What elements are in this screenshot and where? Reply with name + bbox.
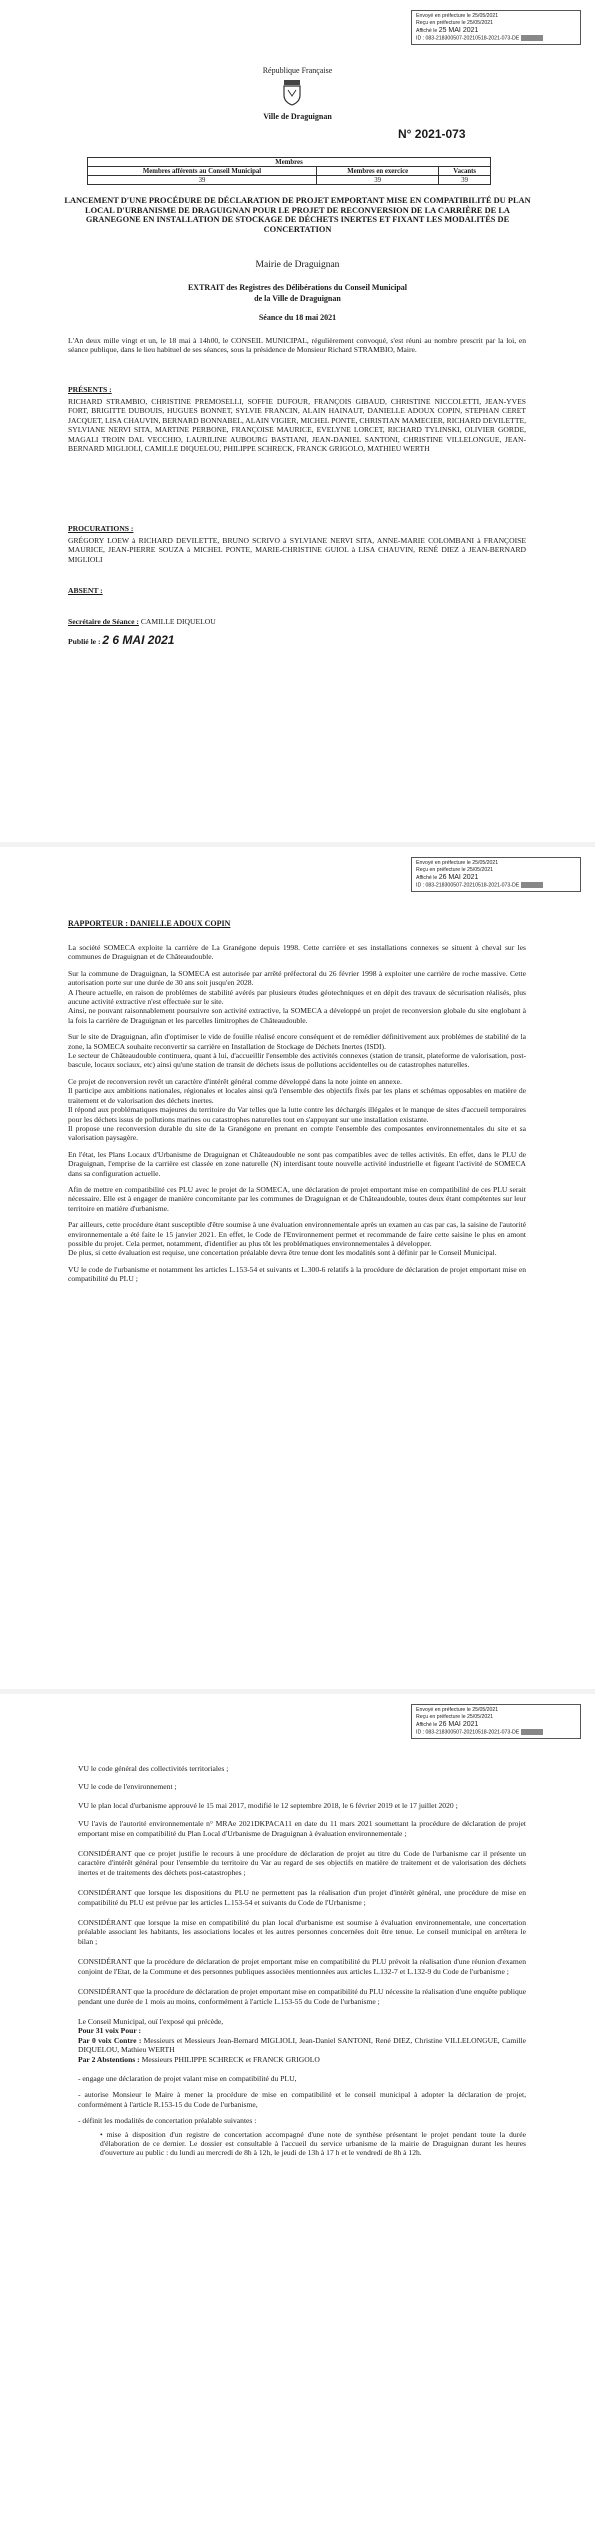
prefecture-stamp	[411, 1704, 581, 1739]
document-page-2	[0, 847, 595, 1689]
concertation-item: • mise à disposition d'un registre de concertation accompagné d'une note de synthèse présentant le projet pendant toute la durée d'élaboration de ce dernier. Le dossier est consultable à l'accueil du service urbanisme de la mairie de Draguignan durant les heures d'ouverture au public : du lundi au mercredi de 8h à 12h, le jeudi de 13h à 17 h et le vendredi de 8h à 12h.	[100, 2129, 526, 2158]
members-val-3: 39	[439, 176, 491, 185]
stamp-sent: Envoyé en préfecture le 25/05/2021	[416, 860, 499, 866]
document-page-3	[0, 1694, 595, 2536]
prefecture-stamp	[411, 10, 581, 45]
stamp-id-text: ID : 083-218300507-20210518-2021-073-DE	[416, 882, 520, 889]
stamp-id	[416, 35, 576, 42]
report-paragraph: Ce projet de reconversion revêt un caractère d'intérêt général comme développé dans la note jointe en annexe. Il participe aux ambitions nationales, régionales et locales ainsi qu'à l'ensemble des objectifs fixés par les plans et schémas opposables en matière de traitement et de valorisation des déchets inertes. Il répond aux problématiques majeures du territoire du Var telles que la lutte contre les déchargés illégales et le manque de sites d'accueil temporaires pour les déchets issus de pollutions marines ou catastrophes naturelles tout en s'appuyant sur une installation existante. Il propose une reconversion durable du site de la Granégone en prenant en compte l'ensemble des composantes environnementales du site et sa valorisation paysagère.	[68, 1076, 526, 1143]
town-header: Ville de Draguignan	[263, 112, 332, 121]
city-coat-of-arms-icon	[281, 78, 303, 106]
stamp-posted-label: Affiché le	[416, 28, 438, 34]
considerant-item: CONSIDÉRANT que lorsque la mise en compatibilité du plan local d'urbanisme est soumise à évaluation environnementale, une concertation préalable associant les habitants, les associations locales et les autres personnes concernées doit être tenue. Le conseil municipal en arrêtera le bilan ;	[78, 1918, 526, 1946]
members-col-1: Membres afférents au Conseil Municipal	[88, 167, 317, 176]
report-paragraph: Sur la commune de Draguignan, la SOMECA est autorisée par arrêté préfectoral du 26 février 1998 à exploiter une carrière de roche massive. Cette autorisation porte sur une durée de 30 ans soit jusqu'en 2028. A l'heure actuelle, en raison de problèmes de stabilité avérés par plusieurs études géotechniques et en dépit des travaux de sécurisation réalisés, plus aucune activité extractive n'est effectuée sur le site. Ainsi, ne pouvant raisonnablement poursuivre son activité extractive, la SOMECA a développé un projet de reconversion globale du site englobant à la fois la carrière de Draguignan et les parcelles limitrophes de Châteaudouble.	[68, 968, 526, 1025]
vote-for: Pour 31 voix Pour :	[78, 2026, 142, 2036]
document-page-1	[0, 0, 595, 842]
published-date: 2 6 MAI 2021	[102, 633, 175, 647]
members-header: Membres	[88, 158, 491, 167]
presents-list: RICHARD STRAMBIO, CHRISTINE PREMOSELLI, SOFFIE DUFOUR, FRANÇOIS GIBAUD, CHRISTINE NICCOLETTI, JEAN-YVES FORT, BRIGITTE DUBOUIS, HUGUES BONNET, SYLVIE FRANCIN, ALAIN HAINAUT, DANIELLE ADOUX COPIN, STEPHAN CERET JACQUET, LISA CHAUVIN, BERNARD BONNABEL, ALAIN VIGIER, MICHEL PONTE, CHRISTIAN MAMECIER, RICHARD DEVILETTE, SYLVIANE NERVI SITA, MARTINE PERBONE, FRANÇOISE MAURICE, EVELYNE LORCET, RICHARD TYLINSKI, OLIVIER GORDE, MAGALI TROIN DAL VECCHIO, LAURILINE AUBOURG BASTIANI, JEAN-DANIEL SANTONI, CHRISTINE VILLELONGUE, JEAN-BERNARD MIGLIOLI, CAMILLE DIQUELOU, PHILIPPE SCHRECK, FRANCK GRIGOLO, MATHIEU WERTH	[68, 397, 526, 454]
legal-references	[78, 1764, 526, 2158]
stamp-posted	[416, 874, 576, 882]
stamp-date: 26 MAI 2021	[438, 1721, 479, 1728]
absent-label: ABSENT :	[68, 586, 103, 595]
concertation-text: mise à disposition d'un registre de concertation accompagné d'une note de synthèse présentant le projet pendant toute la durée d'élaboration de ce dernier. Le dossier est consultable à l'accueil du service urbanisme de la mairie de Draguignan durant les heures d'ouverture au public : du lundi au mercredi de 8h à 12h, le jeudi de 13h à 17 h et le vendredi de 8h à 12h.	[100, 2129, 526, 2158]
vote-against-label: Par 0 voix Contre :	[78, 2035, 142, 2045]
rapporteur-line: RAPPORTEUR : DANIELLE ADOUX COPIN	[68, 919, 231, 928]
stamp-sent: Envoyé en préfecture le 25/05/2021	[416, 1707, 499, 1713]
stamp-posted	[416, 27, 576, 35]
stamp-id-text: ID : 083-218300507-20210518-2021-073-DE	[416, 35, 520, 42]
stamp-received: Reçu en préfecture le 25/05/2021	[416, 1714, 494, 1720]
republic-header: République Française	[262, 66, 333, 75]
stamp-posted-label: Affiché le	[416, 875, 438, 881]
extract-line-1: EXTRAIT des Registres des Délibérations du Conseil Municipal	[187, 283, 408, 292]
concertation-list	[78, 2130, 526, 2158]
redaction-mark	[521, 1729, 543, 1735]
members-val-2: 39	[317, 176, 439, 185]
published-label: Publié le :	[68, 637, 101, 646]
presents-label: PRÉSENTS :	[68, 385, 112, 394]
stamp-id	[416, 882, 576, 889]
stamp-date: 26 MAI 2021	[438, 874, 479, 881]
decision-item: - définit les modalités de concertation préalable suivantes :	[78, 2116, 257, 2126]
prefecture-stamp	[411, 857, 581, 892]
secretary-name: CAMILLE DIQUELOU	[140, 617, 216, 626]
stamp-sent: Envoyé en préfecture le 25/05/2021	[416, 13, 499, 19]
deliberation-title: LANCEMENT D'UNE PROCÉDURE DE DÉCLARATION DE PROJET EMPORTANT MISE EN COMPATIBILITÉ DU PLAN LOCAL D'URBANISME DE DRAGUIGNAN POUR LE PROJET DE RECONVERSION DE LA CARRIÈRE DE LA GRANEGONE EN INSTALLATION DE STOCKAGE DE DÉCHETS INERTES ET FIXANT LES MODALITÉS DE CONCERTATION	[64, 196, 531, 234]
report-paragraph: Afin de mettre en compatibilité ces PLU avec le projet de la SOMECA, une déclaration de projet emportant mise en compatibilité de ces PLU serait nécessaire. Elle est à engager de manière concomitante par les communes de Draguignan et de Châteaudouble, toutes deux étant compétentes sur leur territoire en matière d'urbanisme.	[68, 1184, 526, 1213]
session-date: Séance du 18 mai 2021	[258, 313, 337, 322]
vu-item: VU le code général des collectivités territoriales ;	[78, 1764, 229, 1773]
considerant-item: CONSIDÉRANT que ce projet justifie le recours à une procédure de déclaration de projet au titre du Code de l'urbanisme car il présente un caractère d'intérêt général pour l'ensemble du territoire du Var au regard de ses objectifs en matière de traitement et de valorisation des déchets inertes et de traitements des déchets post-catastrophes ;	[78, 1849, 526, 1877]
vu-item: VU le code de l'environnement ;	[78, 1782, 177, 1792]
vu-item: VU l'avis de l'autorité environnementale n° MRAe 2021DKPACA11 en date du 11 mars 2021 soumettant la procédure de déclaration de projet emportant mise en compatibilité du Plan Local d'Urbanisme de Draguignan à évaluation environnementale ;	[78, 1819, 526, 1838]
report-paragraph: La société SOMECA exploite la carrière de La Granégone depuis 1998. Cette carrière et ses installations connexes se situent à cheval sur les communes de Draguignan et de Châteaudouble.	[68, 943, 526, 962]
decision-item: - autorise Monsieur le Maire à mener la procédure de mise en compatibilité et le conseil municipal à adopter la déclaration de projet, conformément à l'article R.153-15 du Code de l'urbanisme,	[78, 2090, 526, 2109]
vote-intro: Le Conseil Municipal, ouï l'exposé qui précède,	[78, 2016, 224, 2026]
stamp-posted	[416, 1721, 576, 1729]
members-val-1: 39	[88, 176, 317, 185]
redaction-mark	[521, 882, 543, 888]
mairie-heading: Mairie de Draguignan	[255, 260, 340, 270]
stamp-posted-label: Affiché le	[416, 1722, 438, 1728]
vu-item: VU le plan local d'urbanisme approuvé le 15 mai 2017, modifié le 12 septembre 2018, le 6 février 2019 et le 17 juillet 2020 ;	[78, 1800, 458, 1810]
secretary-line	[68, 617, 216, 626]
considerant-item: CONSIDÉRANT que la procédure de déclaration de projet emportant mise en compatibilité du PLU nécessite la réalisation d'une enquête publique pendant une durée de 1 mois au moins, conformément à l'article L.153-55 du Code de l'urbanisme ;	[78, 1987, 526, 2006]
published-line	[68, 633, 174, 647]
report-body	[68, 943, 526, 1291]
redaction-mark	[521, 35, 543, 41]
stamp-id-text: ID : 083-218300507-20210518-2021-073-DE	[416, 1729, 520, 1736]
stamp-received: Reçu en préfecture le 25/05/2021	[416, 20, 494, 26]
deliberation-number: N° 2021-073	[398, 127, 466, 141]
vote-abstention-names: Messieurs PHILIPPE SCHRECK et FRANCK GRIGOLO	[141, 2054, 320, 2064]
members-table	[87, 157, 491, 185]
vote-abstention-label: Par 2 Abstentions :	[78, 2054, 140, 2064]
considerant-item: CONSIDÉRANT que lorsque les dispositions du PLU ne permettent pas la réalisation d'un projet d'intérêt général, une procédure de mise en compatibilité du PLU est prévue par les articles L.153-54 et suivants du Code de l'Urbanisme ;	[78, 1888, 526, 1907]
considerant-item: CONSIDÉRANT que la procédure de déclaration de projet emportant mise en compatibilité du PLU prévoit la réalisation d'une réunion d'examen conjoint de l'Etat, de la Commune et des personnes publiques associées mentionnées aux articles L.132-7 et L.132-9 du Code de l'urbanisme ;	[78, 1957, 526, 1976]
report-paragraph: En l'état, les Plans Locaux d'Urbanisme de Draguignan et Châteaudouble ne sont pas compatibles avec de telles activités. En effet, dans le PLU de Draguignan, l'emprise de la carrière est classée en zone naturelle (N) interdisant toute nouvelle activité industrielle et figeant l'activité de SOMECA dans sa configuration actuelle.	[68, 1149, 526, 1178]
report-paragraph: VU le code de l'urbanisme et notamment les articles L.153-54 et suivants et L.300-6 relatifs à la procédure de déclaration de projet emportant mise en compatibilité du PLU ;	[68, 1264, 526, 1284]
vote-against-names: Messieurs et Messieurs Jean-Bernard MIGLIOLI, Jean-Daniel SANTONI, René DIEZ, Christine VILLELONGUE, Camille DIQUELOU, Mathieu WERTH	[78, 2035, 526, 2055]
procurations-list: GRÉGORY LOEW à RICHARD DEVILETTE, BRUNO SCRIVO à SYLVIANE NERVI SITA, ANNE-MARIE COLOMBANI à FRANÇOISE MAURICE, JEAN-PIERRE SOUZA à MICHEL PONTE, MARIE-CHRISTINE GUIOL à LISA CHAUVIN, RENÉ DIEZ à JEAN-BERNARD MIGLIOLI	[68, 536, 526, 564]
extract-line-2: de la Ville de Draguignan	[254, 294, 341, 303]
report-paragraph: Sur le site de Draguignan, afin d'optimiser le vide de fouille réalisé encore conséquent et de remédier définitivement aux problèmes de stabilité de la zone, la SOMECA souhaite reconvertir sa carrière en Installation de Stockage de Déchets Inertes (ISDI). Le secteur de Châteaudouble continuera, quant à lui, d'accueillir l'ensemble des activités connexes (station de transit, plateforme de valorisation, post-bascule, locaux sociaux, etc) ainsi qu'une station de transit de déchets issus de pollutions accidentelles ou de catastrophes naturelles.	[68, 1032, 526, 1070]
intro-paragraph: L'An deux mille vingt et un, le 18 mai à 14h00, le CONSEIL MUNICIPAL, régulièrement convoqué, s'est réuni au nombre prescrit par la loi, en séance publique, dans le lieu habituel de ses séances, sous la présidence de Monsieur Richard STRAMBIO, Maire.	[68, 336, 526, 355]
vote-abstention	[78, 2055, 526, 2064]
members-col-2: Membres en exercice	[317, 167, 439, 176]
stamp-received: Reçu en préfecture le 25/05/2021	[416, 867, 494, 873]
decision-item: - engage une déclaration de projet valant mise en compatibilité du PLU,	[78, 2073, 297, 2083]
report-paragraph: Par ailleurs, cette procédure étant susceptible d'être soumise à une évaluation environnementale après un examen au cas par cas, la saisine de l'autorité environnementale a été faite le 15 janvier 2021. En effet, le Code de l'Environnement permet et recommande de faire cette saisine le plus en amont possible du projet. Cela permet, notamment, d'identifier au plus tôt les problématiques environnementales à développer. De plus, si cette évaluation est requise, une concertation préalable devra être tenue dont les modalités sont à définir par le Conseil Municipal.	[68, 1220, 526, 1258]
stamp-id	[416, 1729, 576, 1736]
procurations-label: PROCURATIONS :	[68, 524, 134, 533]
members-col-3: Vacants	[439, 167, 491, 176]
secretary-label: Secrétaire de Séance :	[68, 617, 139, 626]
vote-against	[78, 2036, 526, 2055]
stamp-date: 25 MAI 2021	[438, 27, 479, 34]
